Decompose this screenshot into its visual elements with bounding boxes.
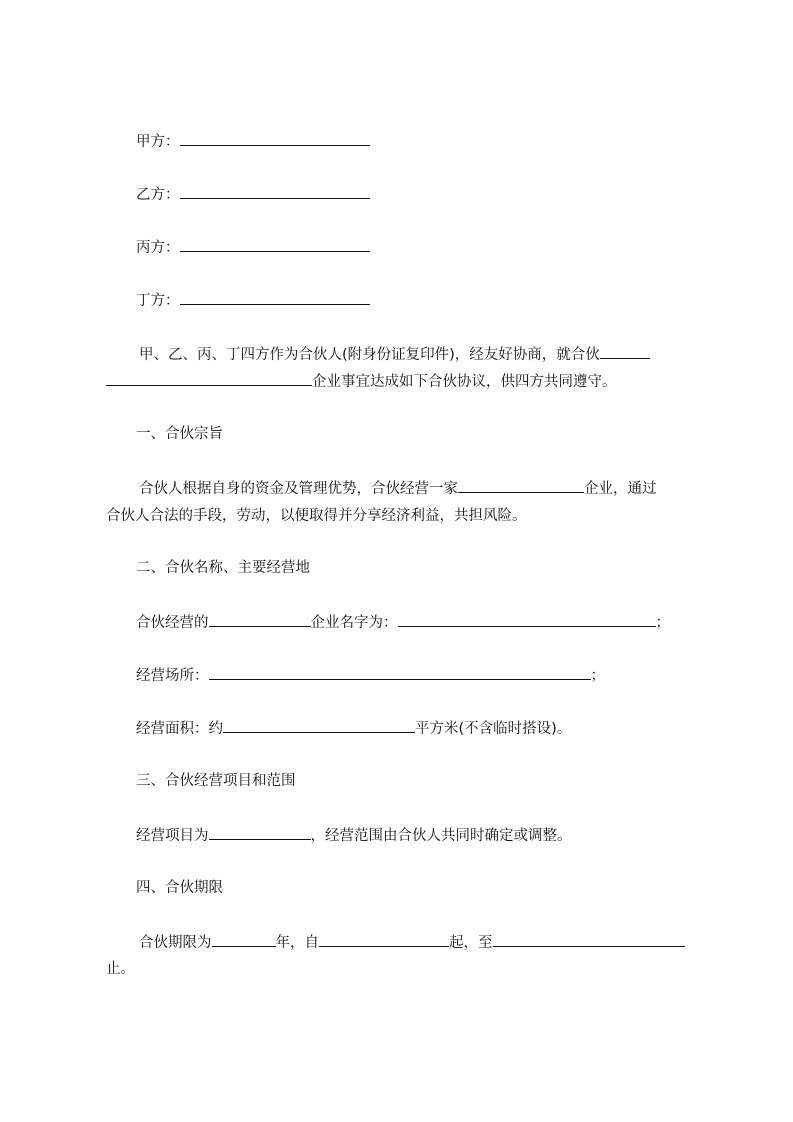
party-yi-label: 乙方： [136, 187, 180, 203]
section1-heading: 一、合伙宗旨 [136, 426, 223, 442]
section3-heading: 三、合伙经营项目和范围 [136, 773, 296, 789]
party-jia-label: 甲方： [136, 134, 180, 150]
business-items-blank[interactable] [209, 825, 311, 840]
place-line [106, 665, 736, 686]
party-bing-label: 丙方： [136, 240, 180, 256]
enterprise-name-blank[interactable] [398, 612, 656, 627]
intro-text-2: 企业事宜达成如下合伙协议，供四方共同遵守。 [312, 374, 617, 390]
enterprise-type-blank[interactable] [458, 478, 584, 493]
area-label: 经营面积：约 [136, 721, 223, 737]
section2-heading: 二、合伙名称、主要经营地 [136, 560, 310, 576]
area-line [106, 718, 736, 739]
enterprise-kind-blank[interactable] [209, 612, 311, 627]
term-text-b: 年，自 [275, 935, 319, 951]
intro-line-1 [106, 344, 739, 365]
enterprise-name-text-b: 企业名字为： [310, 615, 398, 631]
term-years-blank[interactable] [212, 932, 276, 947]
party-yi-line [106, 184, 736, 205]
business-items-label: 经营项目为 [136, 828, 209, 844]
party-ding-label: 丁方： [136, 293, 180, 309]
enterprise-name-end: ； [655, 615, 670, 631]
term-line-2: 止。 [106, 961, 135, 977]
section1-text-b: 企业，通过 [584, 481, 657, 497]
section4-heading: 四、合伙期限 [136, 880, 223, 896]
party-bing-line [106, 237, 736, 258]
place-end: ； [590, 668, 605, 684]
party-ding-blank[interactable] [180, 290, 370, 305]
party-jia-line [106, 131, 736, 152]
section1-line-2: 合伙人合法的手段，劳动，以便取得并分享经济利益，共担风险。 [106, 508, 527, 524]
term-line-1 [106, 932, 739, 953]
term-end-blank[interactable] [493, 932, 685, 947]
business-items-text: ，经营范围由合伙人共同时确定或调整。 [310, 828, 572, 844]
section1-text-a: 合伙人根据自身的资金及管理优势，合伙经营一家 [139, 481, 458, 497]
party-yi-blank[interactable] [180, 184, 370, 199]
term-text-c: 起，至 [449, 935, 493, 951]
place-label: 经营场所： [136, 668, 209, 684]
term-start-blank[interactable] [319, 932, 449, 947]
place-blank[interactable] [209, 665, 591, 680]
party-ding-line [106, 290, 736, 311]
business-items-line [106, 825, 736, 846]
term-text-a: 合伙期限为 [139, 935, 212, 951]
partnership-name-blank-2[interactable] [106, 371, 312, 386]
enterprise-name-text-a: 合伙经营的 [136, 615, 209, 631]
area-unit: 平方米(不含临时搭设)。 [415, 721, 572, 737]
partnership-name-blank-1[interactable] [600, 344, 650, 359]
intro-text-1: 甲、乙、丙、丁四方作为合伙人(附身份证复印件)，经友好协商，就合伙 [139, 347, 600, 363]
area-blank[interactable] [223, 718, 415, 733]
section1-line-1 [106, 478, 739, 499]
enterprise-name-line [106, 612, 736, 633]
intro-line-2 [106, 371, 706, 392]
party-jia-blank[interactable] [180, 131, 370, 146]
party-bing-blank[interactable] [180, 237, 370, 252]
